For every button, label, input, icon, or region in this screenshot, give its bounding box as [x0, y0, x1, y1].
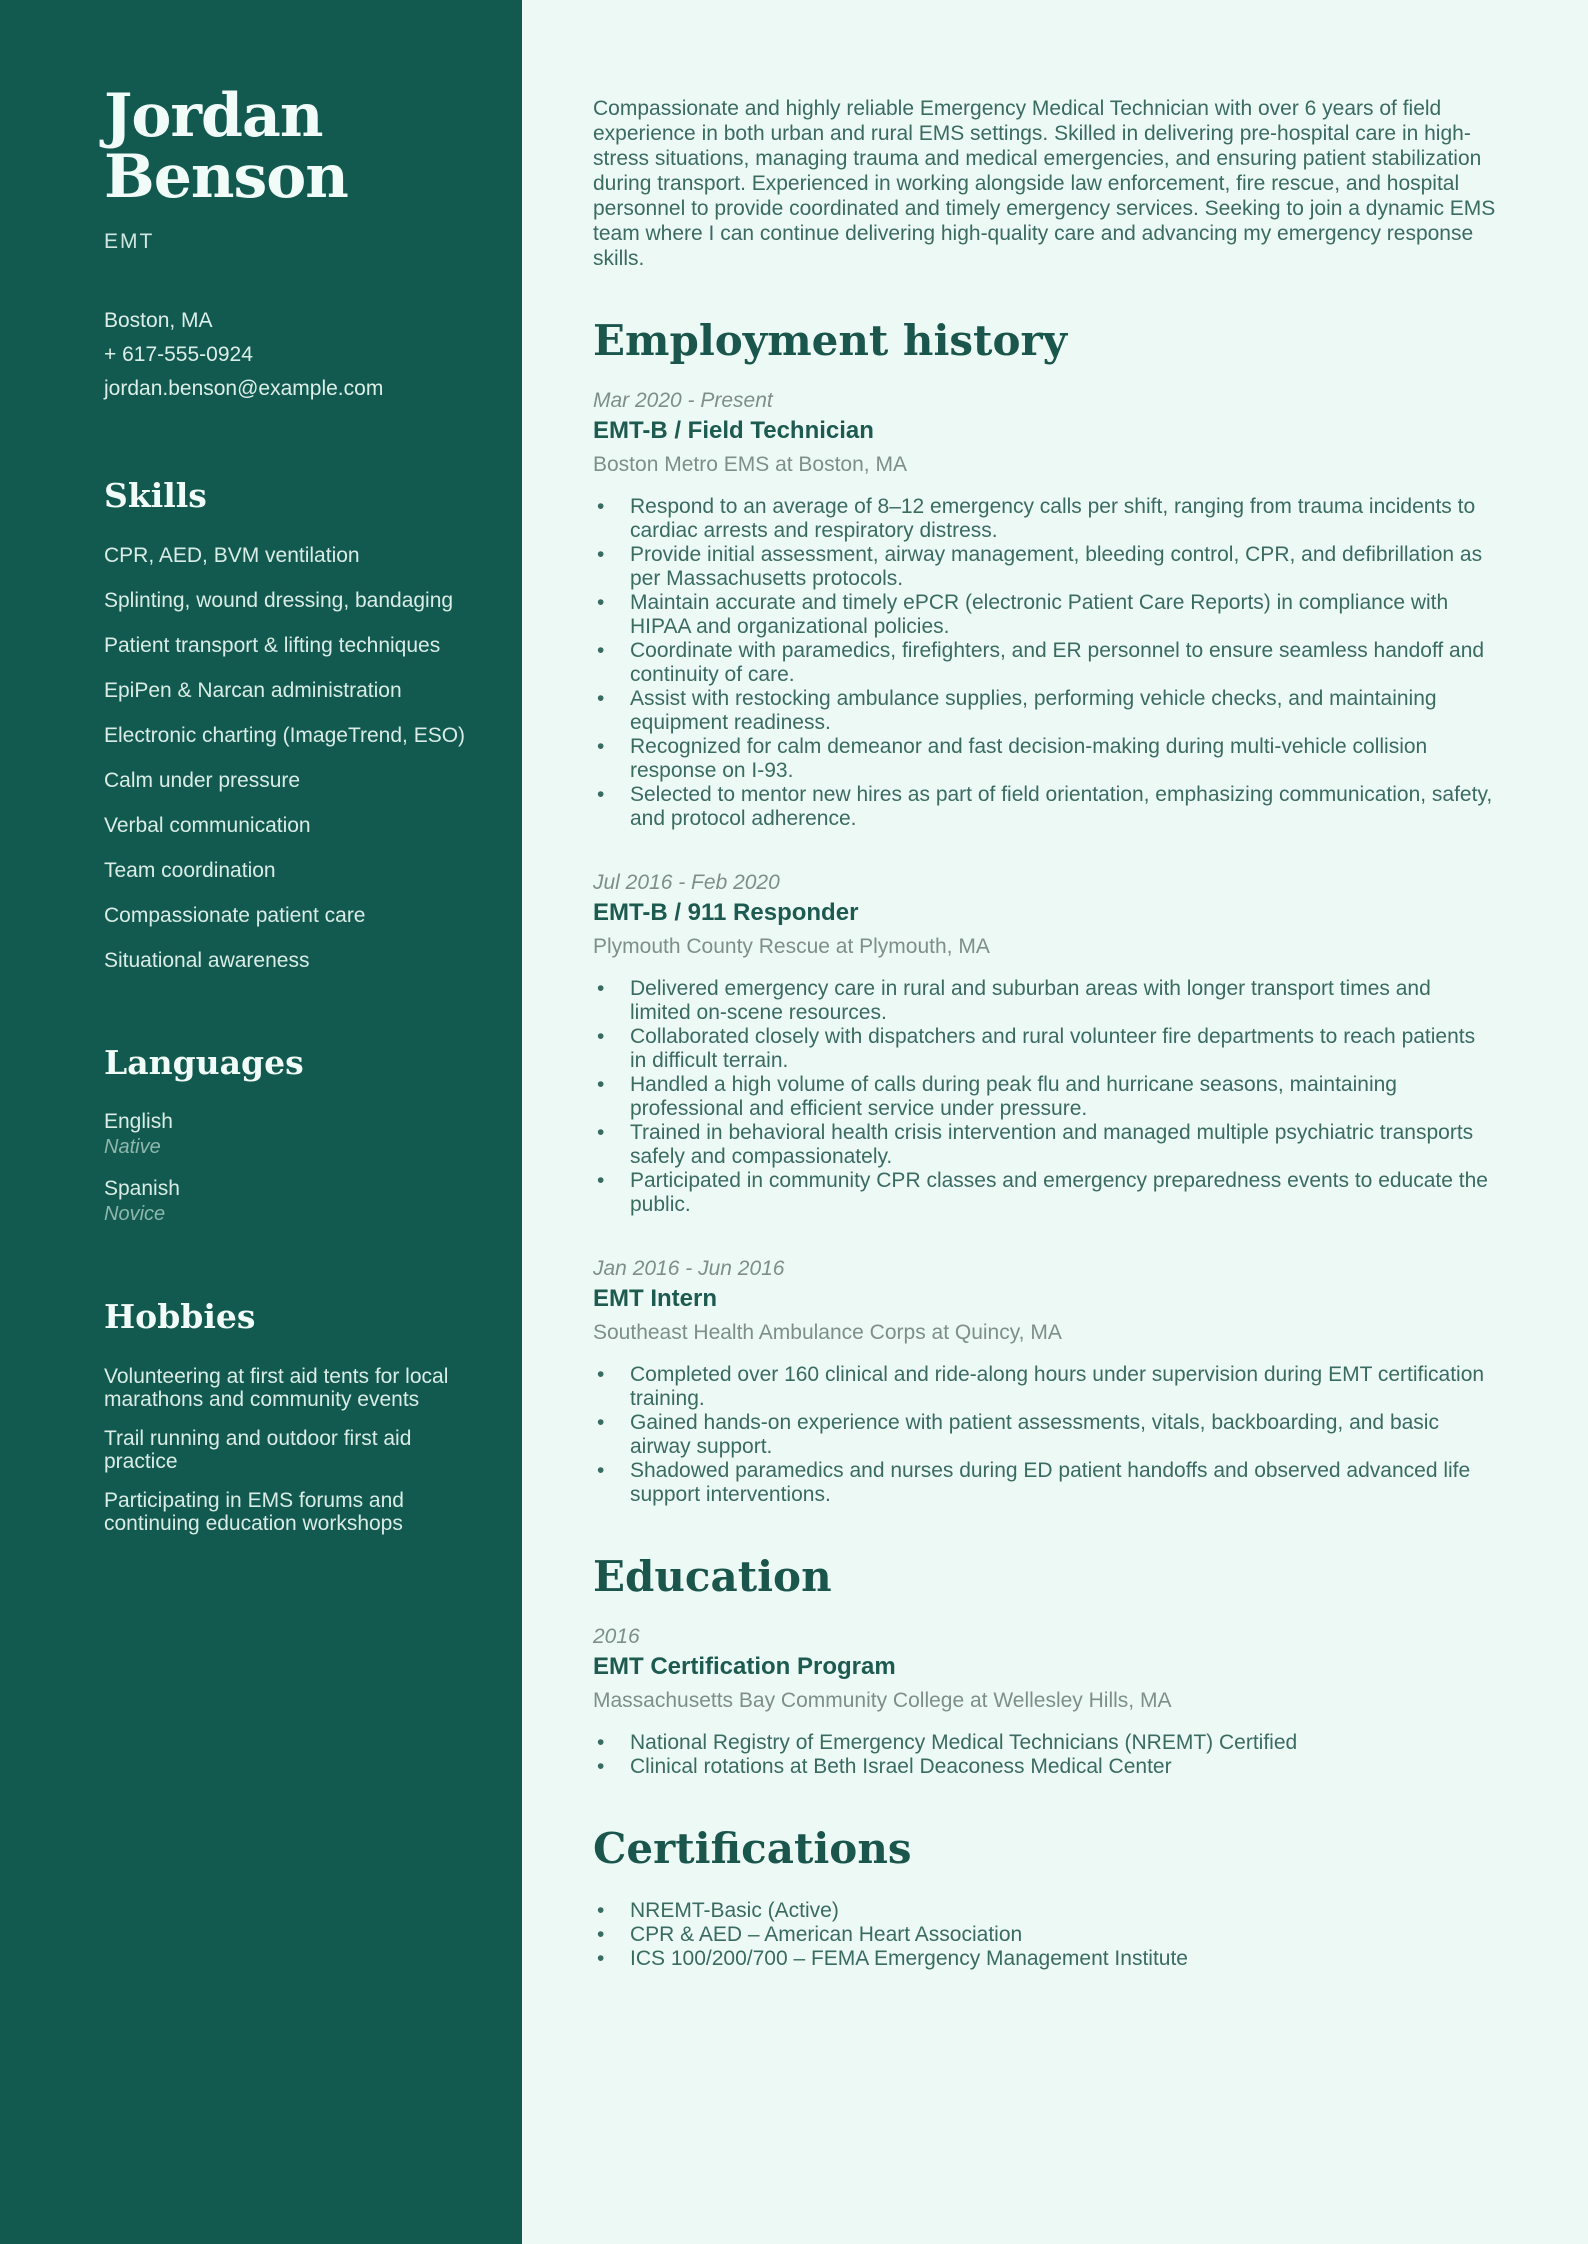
job-bullet: • Assist with restocking ambulance supplies, performing vehicle checks, and maintaining equipment readiness. [593, 687, 1496, 735]
certifications-list [593, 1899, 1496, 1971]
job-bullet: • Respond to an average of 8–12 emergency calls per shift, ranging from trauma incidents to cardiac arrests and respiratory distress. [593, 495, 1496, 543]
skill-item: Splinting, wound dressing, bandaging [104, 589, 454, 612]
job-title: EMT Intern [593, 1285, 717, 1312]
job-dates: Jan 2016 - Jun 2016 [593, 1257, 785, 1280]
job-bullet: • Maintain accurate and timely ePCR (electronic Patient Care Reports) in compliance with HIPAA and organizational policies. [593, 591, 1496, 639]
job-bullet: • Gained hands-on experience with patient assessments, vitals, backboarding, and basic airway support. [593, 1411, 1496, 1459]
certification-item: • NREMT-Basic (Active) [593, 1899, 1496, 1923]
skill-item: Situational awareness [104, 949, 310, 972]
job-company: Plymouth County Rescue at Plymouth, MA [593, 935, 990, 958]
contact-phone: + 617-555-0924 [104, 343, 253, 366]
certification-item: • CPR & AED – American Heart Association [593, 1923, 1496, 1947]
certifications-heading: Certifications [593, 1824, 912, 1873]
candidate-name [104, 81, 466, 212]
job-bullet: • Recognized for calm demeanor and fast decision-making during multi-vehicle collision response on I-93. [593, 735, 1496, 783]
language-name: English [104, 1110, 173, 1133]
skill-item: Calm under pressure [104, 769, 301, 792]
job-bullet: • Coordinate with paramedics, firefighters, and ER personnel to ensure seamless handoff and continuity of care. [593, 639, 1496, 687]
job-bullet: • Shadowed paramedics and nurses during ED patient handoffs and observed advanced life support interventions. [593, 1459, 1496, 1507]
skill-item: Electronic charting (ImageTrend, ESO) [104, 724, 466, 747]
language-item [104, 1109, 466, 1160]
hobbies-list [104, 1365, 466, 1535]
job-bullet: • Collaborated closely with dispatchers and rural volunteer fire departments to reach patients in difficult terrain. [593, 1025, 1496, 1073]
job-entry [593, 1257, 1496, 1507]
language-level: Native [104, 1136, 161, 1158]
education-school: Massachusetts Bay Community College at Wellesley Hills, MA [593, 1689, 1172, 1712]
candidate-last-name: Benson [104, 142, 348, 212]
education-bullet-list [593, 1731, 1496, 1779]
job-company: Boston Metro EMS at Boston, MA [593, 453, 907, 476]
job-dates: Jul 2016 - Feb 2020 [593, 871, 780, 894]
job-bullet-list [593, 1363, 1496, 1507]
education-bullet: • Clinical rotations at Beth Israel Deaconess Medical Center [593, 1755, 1496, 1779]
skills-list [104, 544, 466, 973]
education-heading: Education [593, 1552, 832, 1601]
candidate-first-name: Jordan [104, 81, 323, 151]
job-entry [593, 389, 1496, 831]
main-column [522, 0, 1588, 2244]
employment-history-heading: Employment history [593, 316, 1067, 365]
job-bullet: • Handled a high volume of calls during peak flu and hurricane seasons, maintaining professional and efficient service under pressure. [593, 1073, 1496, 1121]
candidate-job-title: EMT [104, 230, 155, 253]
language-item [104, 1176, 466, 1227]
job-entry [593, 871, 1496, 1217]
contact-block [104, 304, 466, 406]
job-bullet-list [593, 495, 1496, 831]
job-bullet: • Participated in community CPR classes and emergency preparedness events to educate the public. [593, 1169, 1496, 1217]
language-name: Spanish [104, 1177, 180, 1200]
skill-item: Compassionate patient care [104, 904, 366, 927]
job-bullet: • Selected to mentor new hires as part of field orientation, emphasizing communication, safety, and protocol adherence. [593, 783, 1496, 831]
skill-item: Patient transport & lifting techniques [104, 634, 441, 657]
languages-list [104, 1109, 466, 1227]
job-title: EMT-B / 911 Responder [593, 899, 859, 926]
education-bullet: • National Registry of Emergency Medical Technicians (NREMT) Certified [593, 1731, 1496, 1755]
job-bullet: • Delivered emergency care in rural and suburban areas with longer transport times and limited on-scene resources. [593, 977, 1496, 1025]
hobbies-heading: Hobbies [104, 1297, 256, 1336]
education-entry [593, 1625, 1496, 1779]
job-bullet-list [593, 977, 1496, 1217]
hobby-item: Trail running and outdoor first aid practice [104, 1427, 412, 1473]
skill-item: CPR, AED, BVM ventilation [104, 544, 360, 567]
profile-summary: Compassionate and highly reliable Emergency Medical Technician with over 6 years of field experience in both urban and rural EMS settings. Skilled in delivering pre-hospital care in high-stress situations, managing trauma and medical emergencies, and ensuring patient stabilization during transport. Experienced in working alongside law enforcement, fire rescue, and hospital personnel to provide coordinated and timely emergency services. Seeking to join a dynamic EMS team where I can continue delivering high-quality care and advancing my emergency response skills. [593, 97, 1496, 270]
languages-heading: Languages [104, 1043, 304, 1082]
job-bullet: • Trained in behavioral health crisis intervention and managed multiple psychiatric transports safely and compassionately. [593, 1121, 1496, 1169]
contact-location: Boston, MA [104, 309, 213, 332]
hobby-item: Participating in EMS forums and continuing education workshops [104, 1489, 404, 1535]
certification-item: • ICS 100/200/700 – FEMA Emergency Management Institute [593, 1947, 1496, 1971]
job-dates: Mar 2020 - Present [593, 389, 773, 412]
education-dates: 2016 [593, 1625, 640, 1648]
education-title: EMT Certification Program [593, 1653, 896, 1680]
hobby-item: Volunteering at first aid tents for local marathons and community events [104, 1365, 449, 1411]
skill-item: Team coordination [104, 859, 276, 882]
skills-heading: Skills [104, 476, 207, 515]
language-level: Novice [104, 1203, 166, 1225]
skill-item: Verbal communication [104, 814, 311, 837]
job-bullet: • Completed over 160 clinical and ride-along hours under supervision during EMT certification training. [593, 1363, 1496, 1411]
job-company: Southeast Health Ambulance Corps at Quincy, MA [593, 1321, 1062, 1344]
skill-item: EpiPen & Narcan administration [104, 679, 402, 702]
job-bullet: • Provide initial assessment, airway management, bleeding control, CPR, and defibrillation as per Massachusetts protocols. [593, 543, 1496, 591]
contact-email: jordan.benson@example.com [104, 377, 384, 400]
sidebar [0, 0, 522, 2244]
job-title: EMT-B / Field Technician [593, 417, 874, 444]
